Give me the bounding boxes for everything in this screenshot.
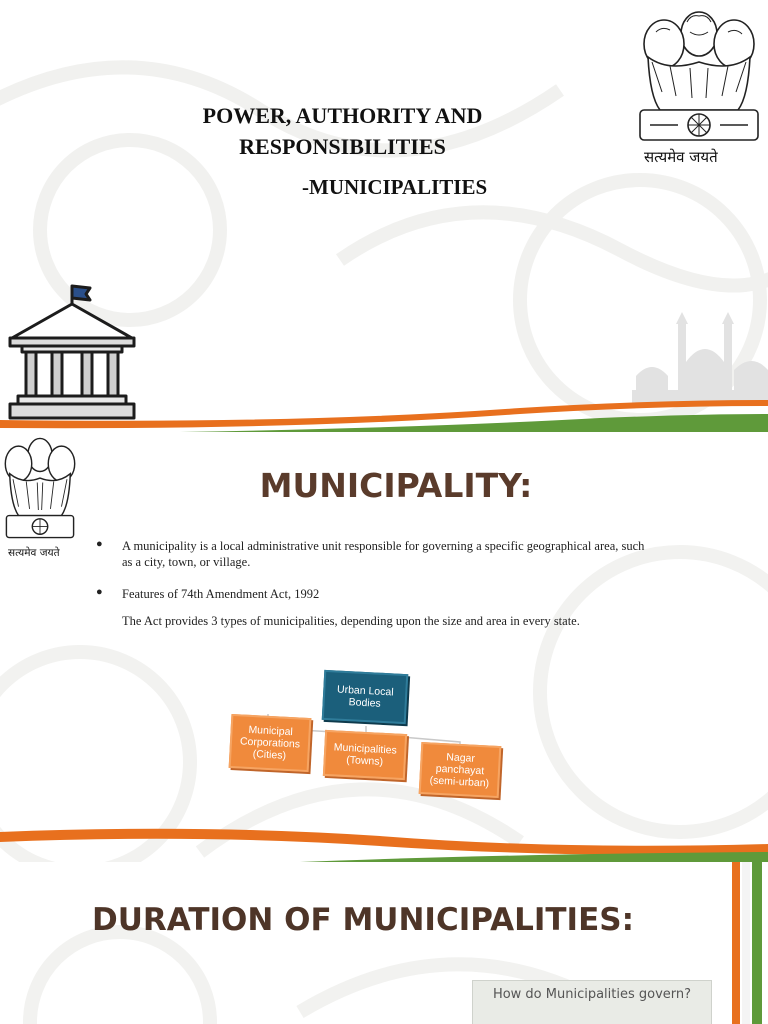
diagram-node-municipal-corporations: Municipal Corporations (Cities) bbox=[229, 714, 312, 772]
detail-text: The Act provides 3 types of municipalities, depending upon the size and area in every state. bbox=[122, 614, 580, 628]
slide-duration bbox=[0, 862, 768, 1024]
thumbnail-caption: How do Municipalities govern? bbox=[492, 987, 692, 1002]
slide-subtitle: -MUNICIPALITIES bbox=[302, 175, 488, 199]
emblem-motto: सत्यमेव जयते bbox=[644, 148, 718, 166]
tricolor-swoosh bbox=[0, 388, 768, 432]
bullet-text-line: as a city, town, or village. bbox=[122, 555, 251, 569]
diagram-node-urban-local-bodies: Urban Local Bodies bbox=[322, 670, 409, 724]
diagram-connectors bbox=[0, 432, 768, 862]
bullet-icon: ● bbox=[96, 538, 103, 550]
tricolor-swoosh bbox=[0, 824, 768, 862]
title-line-2: RESPONSIBILITIES bbox=[239, 134, 446, 159]
slide-municipality bbox=[0, 432, 768, 862]
ashoka-emblem-icon bbox=[630, 2, 768, 144]
bullet-icon: ● bbox=[96, 586, 103, 598]
slide-heading: MUNICIPALITY: bbox=[259, 466, 533, 505]
emblem-motto: सत्यमेव जयते bbox=[8, 547, 60, 559]
slide-heading: DURATION OF MUNICIPALITIES: bbox=[92, 902, 634, 938]
slide-title bbox=[0, 0, 768, 432]
bullet-text-line: Features of 74th Amendment Act, 1992 bbox=[122, 587, 320, 601]
video-thumbnail[interactable] bbox=[472, 980, 712, 1024]
bullet-text-line: A municipality is a local administrative unit responsible for governing a specific geographical area, such bbox=[122, 539, 645, 553]
diagram-node-nagar-panchayat: Nagar panchayat (semi-urban) bbox=[419, 742, 502, 798]
title-line-1: POWER, AUTHORITY AND bbox=[202, 103, 483, 128]
slide-title-heading bbox=[170, 100, 515, 162]
diagram-node-municipalities: Municipalities (Towns) bbox=[323, 730, 407, 780]
